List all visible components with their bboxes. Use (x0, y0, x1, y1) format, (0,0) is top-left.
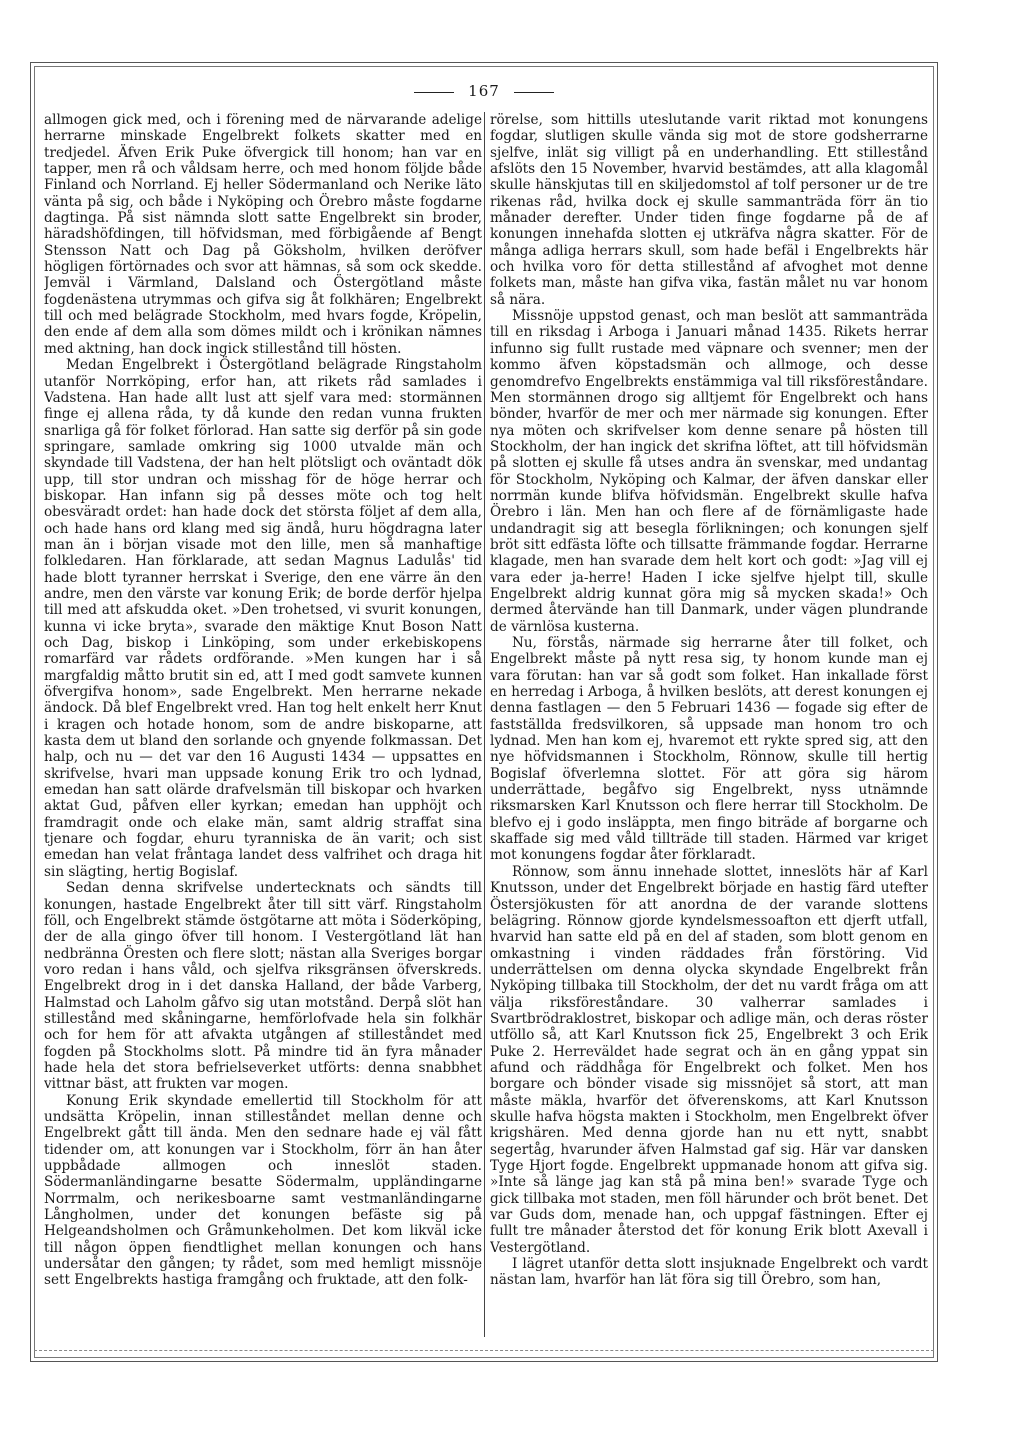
left-paragraph-3: Sedan denna skrifvelse undertecknats och sändts till konungen, hastade Engelbrekt åter till sitt värf. Ringstaholm föll, och Engelbrekt stämde östgötarne att möta i Söderköping, der de alla gingo öfver till honom. I Vestergötland lät han nedbränna Öresten och flere slott; nästan alla Sveriges borgar voro redan i hans våld, och sjelfva riksgränsen öfverskreds. Engelbrekt drog in i det danska Halland, der både Varberg, Halmstad och Laholm gåfvo sig utan motstånd. Derpå slöt han stillestånd med skåningarne, hemförlofvade hela sin folkhär och for hem för att afvakta utgången af stilleståndet med fogden på Stockholms slott. På mindre tid än fyra månader hade hela det stora befrielseverket utförts: denna snabbhet vittnar bäst, att frukten var mogen. (44, 880, 482, 1093)
page-header (34, 82, 934, 100)
left-paragraph-1: allmogen gick med, och i förening med de närvarande adelige herrarne minskade Engelbrekt folkets skatter med en tredjedel. Äfven Erik Puke öfvergick till honom; han var en tapper, men rå och våldsam herre, och med honom följde både Finland och Norrland. Ej heller Södermanland och Nerike läto vänta på sig, och både i Nyköping och Örebro måste fogdarne dagtinga. På sist nämnda slott satte Engelbrekt sin broder, häradshöfdingen, till höfvidsman, med förbigående af Bengt Stensson Natt och Dag på Göksholm, hvilken deröfver högligen förtörnades och svor att hämnas, så som ock skedde. Jemväl i Värmland, Dalsland och Östergötland måste fogdenästena utrymmas och gifva sig åt folkhären; Engelbrekt till och med belägrade Stockholm, med hvars fogde, Kröpelin, den ende af dem alla som dömes mildt och i krönikan nämnes med aktning, han dock ingick stillestånd till hösten. (44, 112, 482, 357)
right-paragraph-5: I lägret utanför detta slott insjuknade Engelbrekt och vardt nästan lam, hvarför han lät föra sig till Örebro, som han, (490, 1256, 928, 1289)
column-divider (484, 112, 485, 1337)
header-dash-right (514, 92, 554, 93)
bottom-rule (34, 1350, 934, 1351)
page-number: 167 (468, 82, 500, 100)
header-dash-left (414, 92, 454, 93)
right-paragraph-4: Rönnow, som ännu innehade slottet, inneslöts här af Karl Knutsson, under det Engelbrekt började en hastig färd utefter Östersjökusten för att anordna de der varande slottens belägring. Rönnow gjorde kyndelsmessoafton ett djerft utfall, hvarvid han satte eld på en del af staden, som blott genom en omkastning i vinden räddades från förstöring. Vid underrättelsen om denna olycka skyndade Engelbrekt från Nyköping tillbaka till Stockholm, der det nu vardt fråga om att välja riksföreståndare. 30 valherrar samlades i Svartbrödraklostret, biskopar och adlige män, och deras röster utföllo så, att Karl Knutsson fick 25, Engelbrekt 3 och Erik Puke 2. Herreväldet hade segrat och än en gång yppat sin afund och räddhåga för Engelbrekt och folket. Men hos borgare och bönder visade sig missnöjet så stort, att man måste mäkla, hvarför det öfverenskoms, att Karl Knutsson skulle hafva högsta makten i Stockholm, men Engelbrekt öfver krigshären. Med denna gjorde han nu ett nytt, snabbt segertåg, hvarunder äfven Halmstad gaf sig. Här var dansken Tyge Hjort fogde. Engelbrekt uppmanade honom att gifva sig. »Inte så länge jag kan stå på mina ben!» svarade Tyge och gick tillbaka mot staden, men föll härunder och bröt benet. Det var Guds dom, menade han, och uppgaf fästningen. Efter ej fullt tre månader återstod det för konung Erik blott Axevall i Vestergötland. (490, 863, 928, 1256)
left-column (44, 112, 482, 1337)
right-paragraph-3: Nu, förstås, närmade sig herrarne åter till folket, och Engelbrekt måste på nytt resa sig, ty honom kunde man ej vara förutan: han var så godt som folket. Han inkallade först en herredag i Arboga, å hvilken beslöts, att derest konungen ej denna fastlagen — den 5 Februari 1436 — fogade sig efter de fastställda fredsvilkoren, så uppsade man honom tro och lydnad. Men han kom ej, hvaremot ett rykte spred sig, att den nye höfvidsmannen i Stockholm, Rönnow, skulle till hertig Bogislaf öfverlemna slottet. För att göra sig härom underrättade, begåfvo sig Engelbrekt, nyss utnämnde riksmarsken Karl Knutsson och flere herrar till Stockholm. De blefvo ej i godo insläppta, men fingo biträde af borgarne och skaffade sig med våld tillträde till staden. Härmed var kriget mot konungens fogdar åter förklaradt. (490, 635, 928, 864)
right-column (490, 112, 928, 1337)
left-paragraph-4: Konung Erik skyndade emellertid till Stockholm för att undsätta Kröpelin, innan stilleståndet mellan denne och Engelbrekt gått till ända. Men den sednare hade ej väl fått tidender om, att konungen var i Stockholm, förr än han åter uppbådade allmogen och inneslöt staden. Södermanländingarne besatte Södermalm, uppländingarne Norrmalm, och nerikesboarne samt vestmanländingarne Långholmen, under det konungen befäste sig på Helgeandsholmen och Gråmunkeholmen. Det kom likväl icke till någon öppen fiendtlighet mellan konungen och hans undersåtar den gången; ty rådet, som med hemligt missnöje sett Engelbrekts hastiga framgång och fruktade, att den folk- (44, 1092, 482, 1289)
left-paragraph-2: Medan Engelbrekt i Östergötland belägrade Ringstaholm utanför Norrköping, erfor han, att rikets råd samlades i Vadstena. Han hade allt lust att sjelf vara med: stormännen finge ej allena råda, ty då kunde den redan vunna frukten snarligа gå för folket förlorad. Han satte sig derför på sin gode springare, samlade omkring sig 1000 utvalde män och skyndade till Vadstena, der han helt plötsligt och oväntadt dök upp, till stor undran och misshag för de höge herrar och biskopar. Han infann sig på desses möte och tog helt obesväradt ordet: han hade dock det största följet af dem alla, och hade hans ord klang med sig ändå, huru högdragna later man än i början visade mot den lille, men så manhaftige folkledaren. Han förklarade, att sedan Magnus Ladulås' tid hade blott tyranner herrskat i Sverige, den ene värre än den andre, men den värste var konung Erik; de borde derför hjelpa till med att afskudda oket. »Den trohetsed, vi svurit konungen, kunna vi icke bryta», svarade den mäktige Knut Boson Natt och Dag, biskop i Linköping, som under erkebiskopens romarfärd var rådets ordförande. »Men kungen har i så margfaldig måtto brutit sin ed, att I med godt samvete kunnen öfvergifva honom», sade Engelbrekt. Men herrarne nekade ändock. Då blef Engelbrekt vred. Han tog helt enkelt herr Knut i kragen och hotade honom, som de andre biskoparne, att kasta dem ut bland den sorlande och gnyende folkmassan. Det halp, och nu — det var den 16 Augusti 1434 — uppsattes en skrifvelse, hvari man uppsade konung Erik tro och lydnad, emedan han satt olärde drafvelsmän till biskopar och hvarken aktat Gud, påfven eller kyrkan; emedan han upphöjt och framdragit onde och elake män, samt aldrig straffat sina tjenare och fogdar, ehuru tyranniska de än varit; och sist emedan han velat fråntaga landet dess valfrihet och draga hit sin slägting, hertig Bogislaf. (44, 357, 482, 880)
right-paragraph-1: rörelse, som hittills uteslutande varit riktad mot konungens fogdar, slutligen skulle vända sig mot de store godsherrarne sjelfve, inlät sig villigt på en underhandling. Ett stillestånd afslöts den 15 November, hvarvid bestämdes, att alla klagomål skulle hänskjutas till en skiljedomstol af tolf personer ur de tre rikenas råd, hvilka dock ej skulle sammanträda förr än tio månader derefter. Under tiden finge fogdarne på de af konungen innehafda slotten ej utkräfva några skatter. För de många adliga herrars skull, som hade befäl i Engelbrekts här och hvilka voro för detta stillestånd af afvoghet mot denne folkets man, måste han gifva vika, fastän målet nu var honom så nära. (490, 112, 928, 308)
right-paragraph-2: Missnöje uppstod genast, och man beslöt att sammanträda till en riksdag i Arboga i Januari månad 1435. Rikets herrar infunno sig fullt rustade med väpnare och svenner; men der kommo äfven köpstadsmän och allmoge, och desse genomdrefvo Engelbrekts enstämmiga val till riksföreståndare. Men stormännen drogo sig alltjemt för Engelbrekt och hans bönder, hvarför de mer och mer närmade sig konungen. Efter nya möten och skrifvelser kom denne senare på hösten till Stockholm, der han ingick det skrifna löftet, att till höfvidsmän på slotten ej skulle få utses andra än svenskar, med undantag för Stockholm, Nyköping och Kalmar, der äfven danskar eller norrmän kunde blifva höfvidsmän. Engelbrekt skulle hafva Örebro i län. Men han och flere af de förnämligaste hade undandragit sig att besegla förlikningen; och konungen sjelf bröt sitt edfästa löfte och tillsatte främmande fogdar. Herrarne klagade, men han svarade dem helt kort och godt: »Jag vill ej vara eder ja-herre! Haden I icke sjelfve hjelpt till, skulle Engelbrekt aldrig kunnat göra mig så mycken skada!» Och dermed återvände han till Danmark, under vägen plundrande de värnlösa kusterna. (490, 308, 928, 635)
